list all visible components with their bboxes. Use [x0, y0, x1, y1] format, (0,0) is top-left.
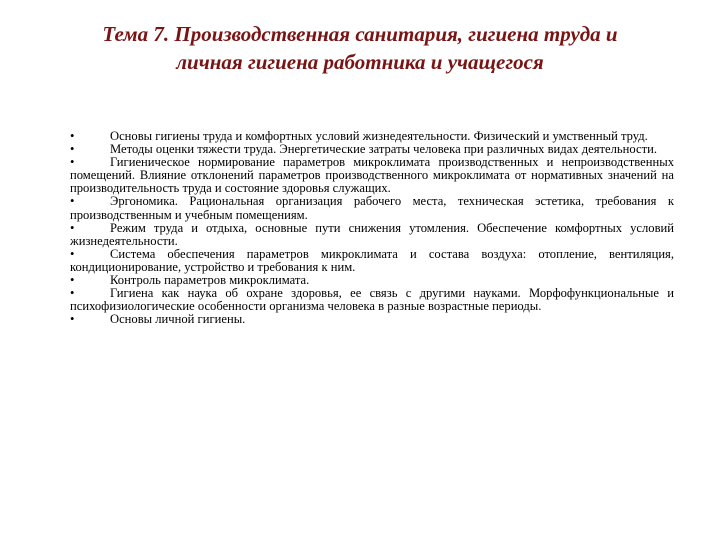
bullet-icon: •: [70, 142, 75, 157]
bullet-list: [70, 130, 674, 326]
bullet-icon: •: [70, 129, 75, 143]
list-item-text: Режим труда и отдыха, основные пути снижения утомления. Обеспечение комфортных условий жизнедеятельности.: [70, 220, 674, 248]
list-item-text: Контроль параметров микроклимата.: [110, 273, 310, 288]
list-item-text: Система обеспечения параметров микроклимата и состава воздуха: отопление, вентиляция, кондиционирование, устройство и требования к ним.: [70, 246, 674, 274]
slide-title: [40, 20, 680, 76]
bullet-icon: •: [70, 194, 75, 209]
list-item-text: Гигиеническое нормирование параметров микроклимата производственных и непроизводственных помещений. Влияние отклонений параметров производственного микроклимата от нормативных значений на производительность труда и состояние здоровья служащих.: [70, 155, 674, 196]
list-item-text: Методы оценки тяжести труда. Энергетические затраты человека при различных видах деятельности.: [110, 142, 657, 157]
list-item-text: Гигиена как наука об охране здоровья, ее связь с другими науками. Морфофункциональные и психофизиологические особенности организма человека в разные возрастные периоды.: [70, 286, 674, 314]
list-item: [70, 195, 674, 221]
bullet-icon: •: [70, 312, 75, 327]
bullet-icon: •: [70, 155, 75, 170]
list-item-text: Основы гигиены труда и комфортных условий жизнедеятельности. Физический и умственный труд.: [110, 129, 648, 143]
slide-title-line-2: личная гигиена работника и учащегося: [176, 50, 544, 74]
bullet-icon: •: [70, 273, 75, 288]
list-item: [70, 156, 674, 195]
list-item: [70, 313, 674, 326]
list-item-text: Эргономика. Рациональная организация рабочего места, техническая эстетика, требования к производственным и учебным помещениям.: [70, 194, 674, 222]
list-item: [70, 222, 674, 248]
list-item: [70, 287, 674, 313]
bullet-icon: •: [70, 246, 75, 261]
slide-title-line-1: Тема 7. Производственная санитария, гигиена труда и: [102, 22, 618, 46]
list-item-text: Основы личной гигиены.: [110, 312, 246, 327]
list-item: [70, 248, 674, 274]
bullet-icon: •: [70, 286, 75, 301]
bullet-icon: •: [70, 220, 75, 235]
